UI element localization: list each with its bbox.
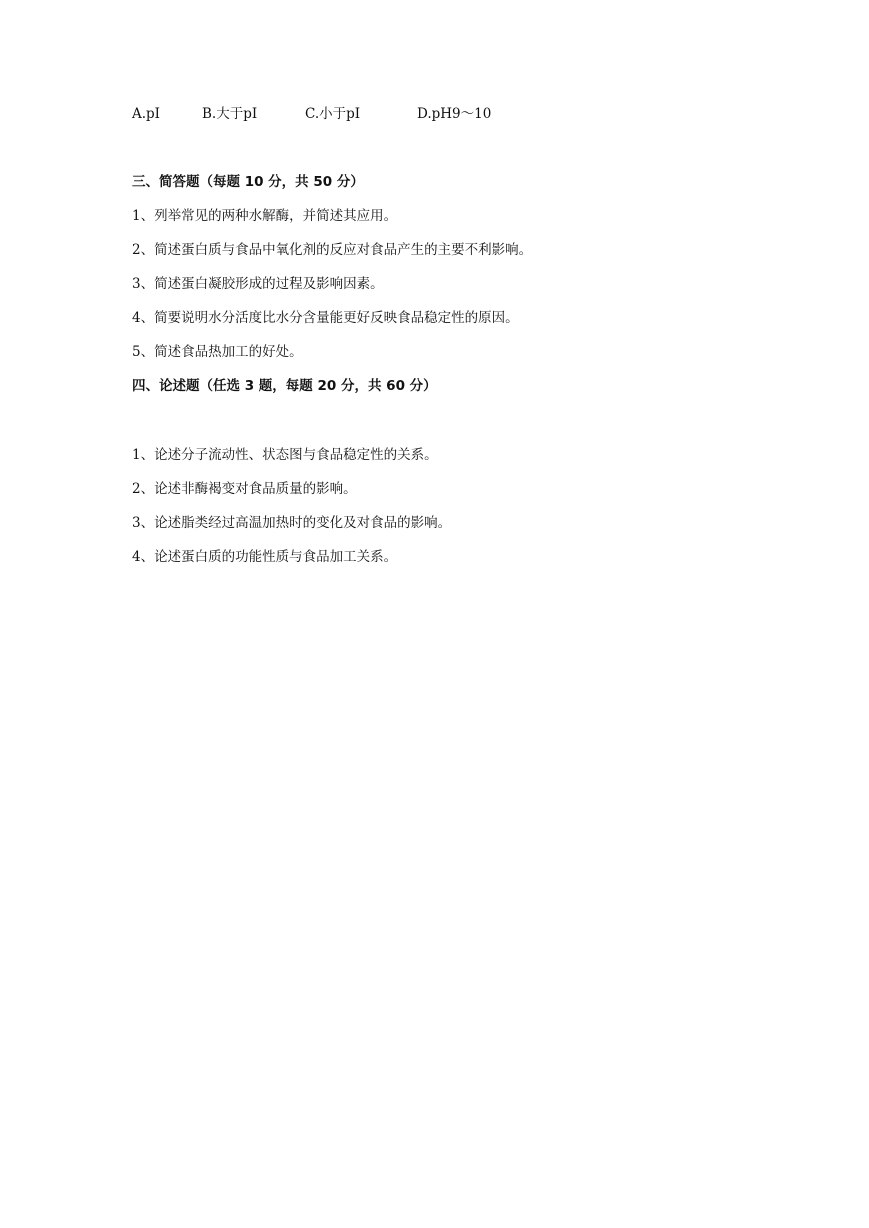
section3-question-2: 2、简述蛋白质与食品中氧化剂的反应对食品产生的主要不利影响。 bbox=[132, 242, 533, 258]
section4-question-4: 4、论述蛋白质的功能性质与食品加工关系。 bbox=[132, 549, 398, 565]
section3-question-1: 1、列举常见的两种水解酶，并简述其应用。 bbox=[132, 208, 398, 224]
section4-question-1: 1、论述分子流动性、状态图与食品稳定性的关系。 bbox=[132, 447, 438, 463]
section3-title: 三、简答题（每题 10 分，共 50 分） bbox=[132, 174, 364, 190]
option-b: B.大于pI bbox=[202, 106, 258, 122]
section3-question-5: 5、简述食品热加工的好处。 bbox=[132, 344, 303, 360]
section3-question-3: 3、简述蛋白凝胶形成的过程及影响因素。 bbox=[132, 276, 384, 292]
section4-title: 四、论述题（任选 3 题，每题 20 分，共 60 分） bbox=[132, 378, 437, 394]
section4-question-3: 3、论述脂类经过高温加热时的变化及对食品的影响。 bbox=[132, 515, 452, 531]
answer-options-row bbox=[132, 104, 491, 124]
section4-question-2: 2、论述非酶褐变对食品质量的影响。 bbox=[132, 481, 357, 497]
option-d: D.pH9～10 bbox=[417, 106, 492, 122]
option-a: A.pI bbox=[132, 106, 161, 122]
section3-question-4: 4、简要说明水分活度比水分含量能更好反映食品稳定性的原因。 bbox=[132, 310, 519, 326]
option-c: C.小于pI bbox=[305, 106, 361, 122]
